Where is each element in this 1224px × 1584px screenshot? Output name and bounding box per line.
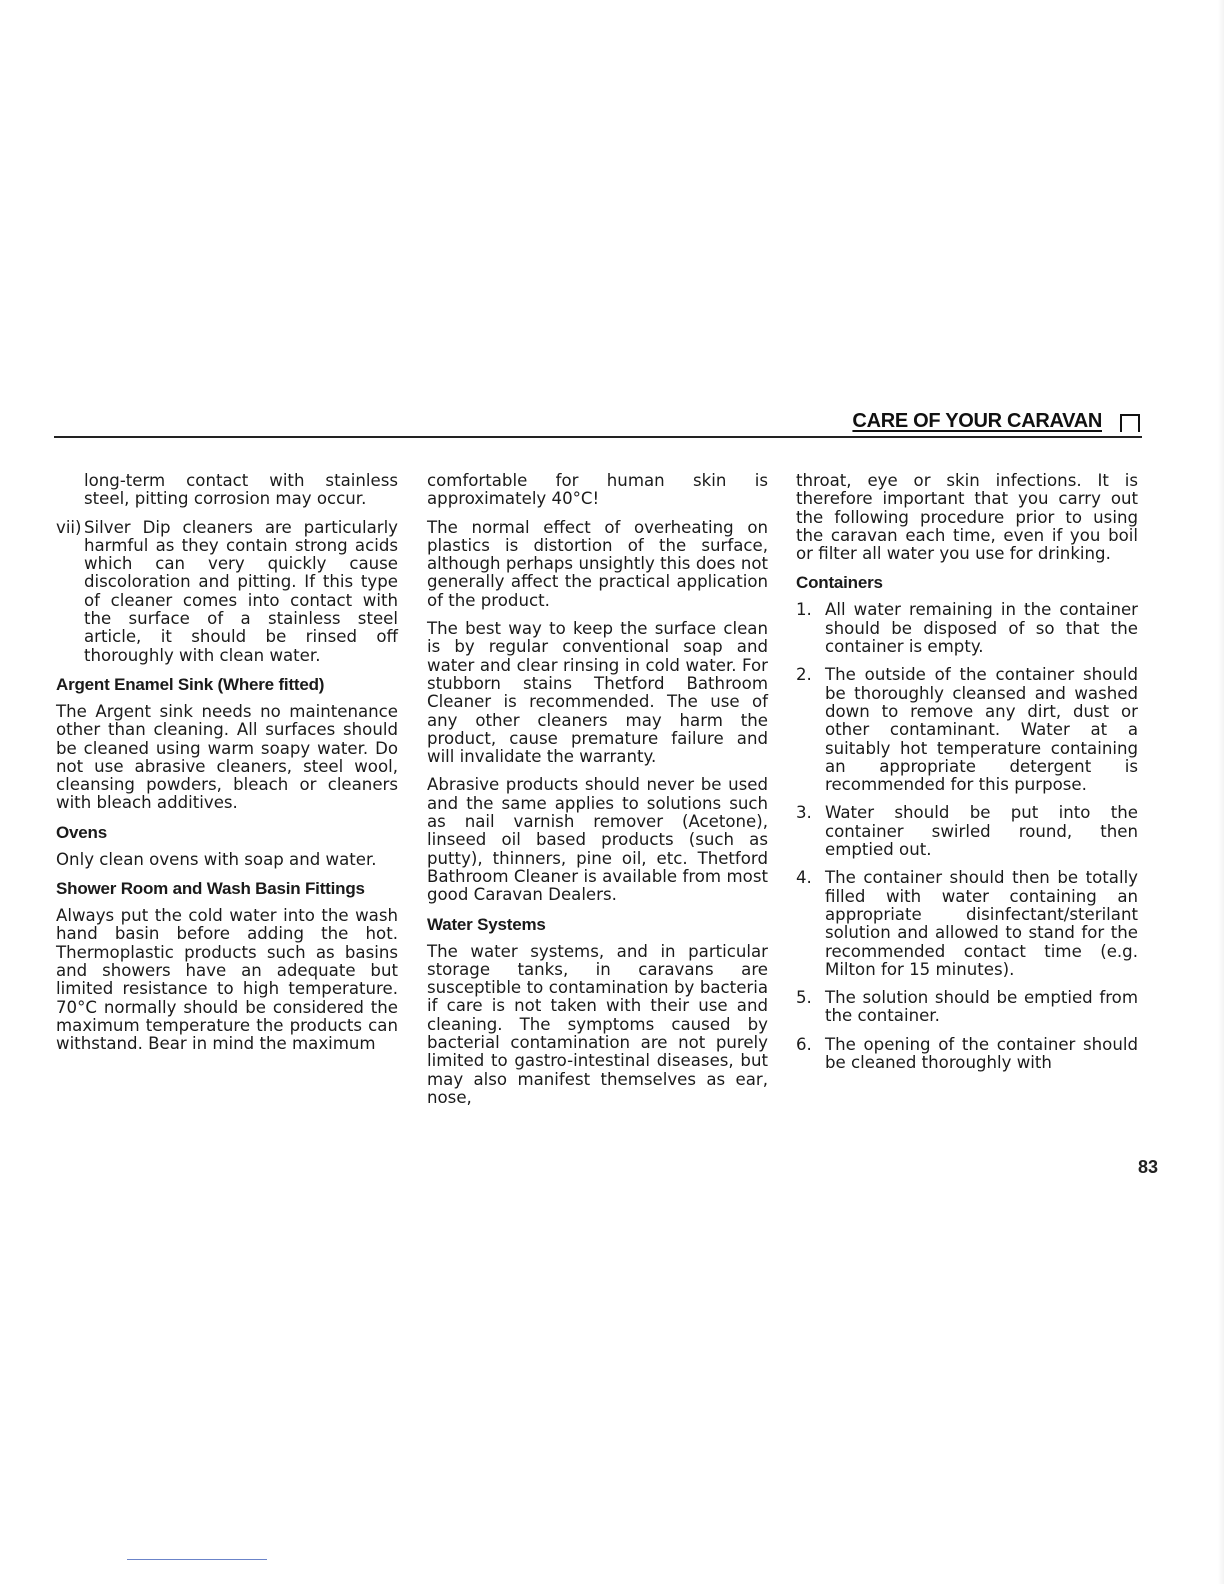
list-item [796, 869, 1138, 979]
list-item-text: The solution should be emptied from the container. [825, 988, 1138, 1026]
footer-rule [127, 1559, 267, 1560]
page-number: 83 [1138, 1157, 1159, 1177]
heading-ovens: Ovens [56, 822, 107, 842]
paragraph-overheating: The normal effect of overheating on plastics is distortion of the surface, although perhaps unsightly this does not generally affect the practical application of the product. [427, 517, 768, 610]
list-item-text: Water should be put into the container swirled round, then emptied out. [825, 803, 1138, 860]
column-left [56, 472, 398, 1063]
heading-sink: Argent Enamel Sink (Where fitted) [56, 674, 325, 694]
paragraph-continued: comfortable for human skin is approximately 40°C! [427, 471, 768, 509]
list-marker: 5. [796, 988, 812, 1008]
paragraph-shower: Always put the cold water into the wash hand basin before adding the hot. Thermoplastic products such as basins and showers have an adequate but limited resistance to high temperature. 70°C normally should be considered the maximum temperature the products can withstand. Bear in mind the maximum [56, 906, 398, 1054]
list-item-text: All water remaining in the container should be disposed of so that the container is empty. [825, 600, 1138, 657]
scan-edge-shadow [1218, 0, 1224, 1584]
page-header [54, 410, 1142, 438]
list-item-vii [56, 519, 398, 665]
paragraph-continued: throat, eye or skin infections. It is therefore important that you carry out the following procedure prior to using the caravan each time, even if you boil or filter all water you use for drinking. [796, 471, 1138, 564]
list-marker: 4. [796, 868, 812, 888]
list-item [796, 989, 1138, 1026]
column-middle [427, 472, 768, 1117]
heading-shower: Shower Room and Wash Basin Fittings [56, 879, 365, 899]
list-marker: 6. [796, 1034, 812, 1054]
column-right [796, 472, 1138, 1082]
list-item [796, 1036, 1138, 1073]
paragraph-water-systems: The water systems, and in particular storage tanks, in caravans are susceptible to contamination by bacteria if care is not taken with their use and cleaning. The symptoms caused by bacterial contamination are not purely limited to gastro-intestinal diseases, but may also manifest themselves as ear, nose, [427, 941, 768, 1107]
continued-item-text: long-term contact with stainless steel, pitting corrosion may occur. [84, 471, 398, 509]
list-item-text: The container should then be totally filled with water containing an appropriate disinfectant/sterilant solution and allowed to stand for the recommended contact time (e.g. Milton for 15 minutes). [825, 868, 1138, 979]
list-marker: 2. [796, 665, 812, 685]
list-marker: 3. [796, 803, 812, 823]
list-item-text: The outside of the container should be thoroughly cleansed and washed down to remove any dirt, dust or other contaminant. Water at a suitably hot temperature containing an appropriate detergent is recommended for this purpose. [825, 665, 1138, 795]
paragraph-abrasive: Abrasive products should never be used and the same applies to solutions such as nail varnish remover (Acetone), linseed oil based products (such as putty), thinners, pine oil, etc. Thetford Bathroom Cleaner is available from most good Caravan Dealers. [427, 775, 768, 905]
list-item [796, 601, 1138, 656]
square-marker-icon [1120, 414, 1140, 432]
list-item [796, 804, 1138, 859]
heading-containers: Containers [796, 573, 883, 593]
list-marker: vii) [56, 517, 82, 537]
list-item [796, 666, 1138, 794]
paragraph-ovens: Only clean ovens with soap and water. [56, 849, 377, 869]
heading-water-systems: Water Systems [427, 914, 546, 934]
section-title: CARE OF YOUR CARAVAN [852, 410, 1102, 432]
list-item-text: Silver Dip cleaners are particularly harmful as they contain strong acids which can very quickly cause discoloration and pitting. If this type of cleaner comes into contact with the surface of a stainless steel article, it should be rinsed off thoroughly with clean water. [84, 517, 398, 665]
list-marker: 1. [796, 600, 812, 620]
paragraph-best-way: The best way to keep the surface clean is by regular conventional soap and water and clear rinsing in cold water. For stubborn stains Thetford Bathroom Cleaner is recommended. The use of any other cleaners may harm the product, cause premature failure and will invalidate the warranty. [427, 619, 768, 767]
paragraph-sink: The Argent sink needs no maintenance other than cleaning. All surfaces should be cleaned using warm soapy water. Do not use abrasive cleaners, steel wool, cleansing powders, bleach or cleaners with bleach additives. [56, 701, 398, 813]
list-item-text: The opening of the container should be cleaned thoroughly with [825, 1034, 1138, 1073]
